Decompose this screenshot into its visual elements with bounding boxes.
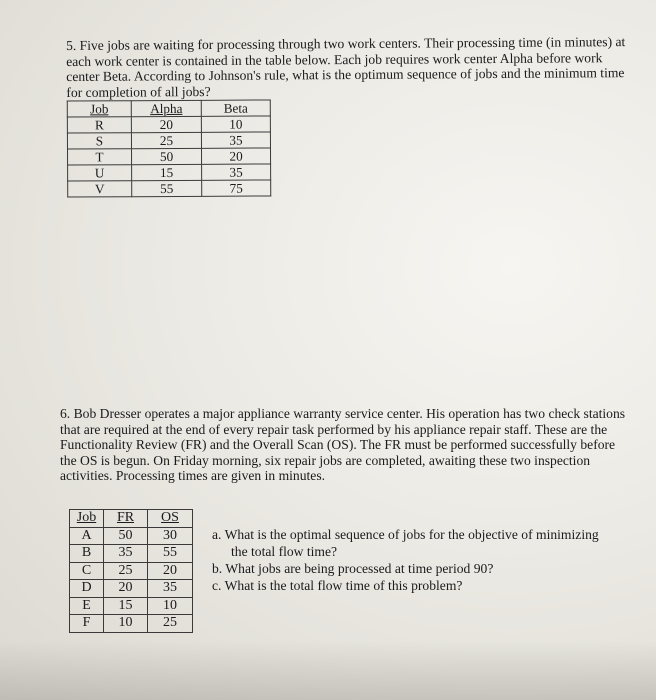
question-5-table [67,99,272,197]
cell-alpha: 20 [131,116,201,132]
header-job: Job [70,510,104,528]
cell-fr: 25 [104,562,148,580]
cell-job: T [68,149,132,165]
cell-job: D [70,580,104,598]
table-header-row [70,510,193,528]
table-row [68,180,271,197]
table-row [70,545,193,563]
photo-shadow [0,640,656,700]
cell-os: 55 [148,545,193,563]
cell-beta: 35 [201,132,270,148]
question-6-table [69,509,193,633]
cell-beta: 75 [202,180,271,196]
cell-os: 10 [148,597,193,615]
header-os: OS [148,510,193,528]
cell-job: V [68,181,132,197]
header-beta: Beta [201,100,270,116]
cell-fr: 35 [104,545,148,563]
cell-job: F [70,615,104,633]
cell-os: 25 [148,615,193,633]
subquestion-c: c. What is the total flow time of this problem? [212,578,463,593]
table-row [70,527,193,545]
cell-beta: 35 [202,164,271,180]
question-6-subquestions [212,526,599,594]
table-row [70,562,193,580]
table-header-row [67,100,270,117]
cell-os: 20 [148,562,193,580]
cell-fr: 10 [104,615,148,633]
cell-alpha: 55 [132,180,202,196]
subquestion-b: b. What jobs are being processed at time period 90? [212,561,494,576]
cell-job: U [68,165,132,181]
cell-fr: 15 [104,597,148,615]
header-alpha: Alpha [131,100,201,116]
cell-alpha: 50 [132,148,202,164]
table-row [70,615,193,633]
cell-job: R [67,117,131,133]
table-row [67,116,270,133]
header-job: Job [67,101,131,117]
cell-os: 35 [148,580,193,598]
cell-job: A [70,527,104,545]
cell-alpha: 15 [132,164,202,180]
table-row [70,597,193,615]
cell-job: S [67,133,131,149]
cell-beta: 10 [201,116,270,132]
cell-alpha: 25 [131,132,201,148]
question-5-text: 5. Five jobs are waiting for processing through two work centers. Their processing time (in minutes) at each work center is contained in the table below. Each job requires work center Alpha before work center Beta. According to Johnson's rule, what is the optimum sequence of jobs and the minimum time for completion of all jobs? [66,34,626,100]
table-row [68,164,271,181]
cell-job: C [70,562,104,580]
table-row [68,148,271,165]
cell-fr: 50 [104,527,148,545]
cell-beta: 20 [201,148,270,164]
table-row [67,132,270,149]
cell-job: E [70,597,104,615]
table-row [70,580,193,598]
cell-os: 30 [148,527,193,545]
question-6-text: 6. Bob Dresser operates a major appliance warranty service center. His operation has two check stations that are required at the end of every repair task performed by his appliance repair staff. These are the Functionality Review (FR) and the Overall Scan (OS). The FR must be performed successfully before the OS is begun. On Friday morning, six repair jobs are completed, awaiting these two inspection activities. Processing times are given in minutes. [60,406,626,484]
cell-fr: 20 [104,580,148,598]
subquestion-a: a. What is the optimal sequence of jobs for the objective of minimizing [212,527,599,542]
cell-job: B [70,545,104,563]
subquestion-a-continued: the total flow time? [231,544,338,559]
header-fr: FR [104,510,148,528]
